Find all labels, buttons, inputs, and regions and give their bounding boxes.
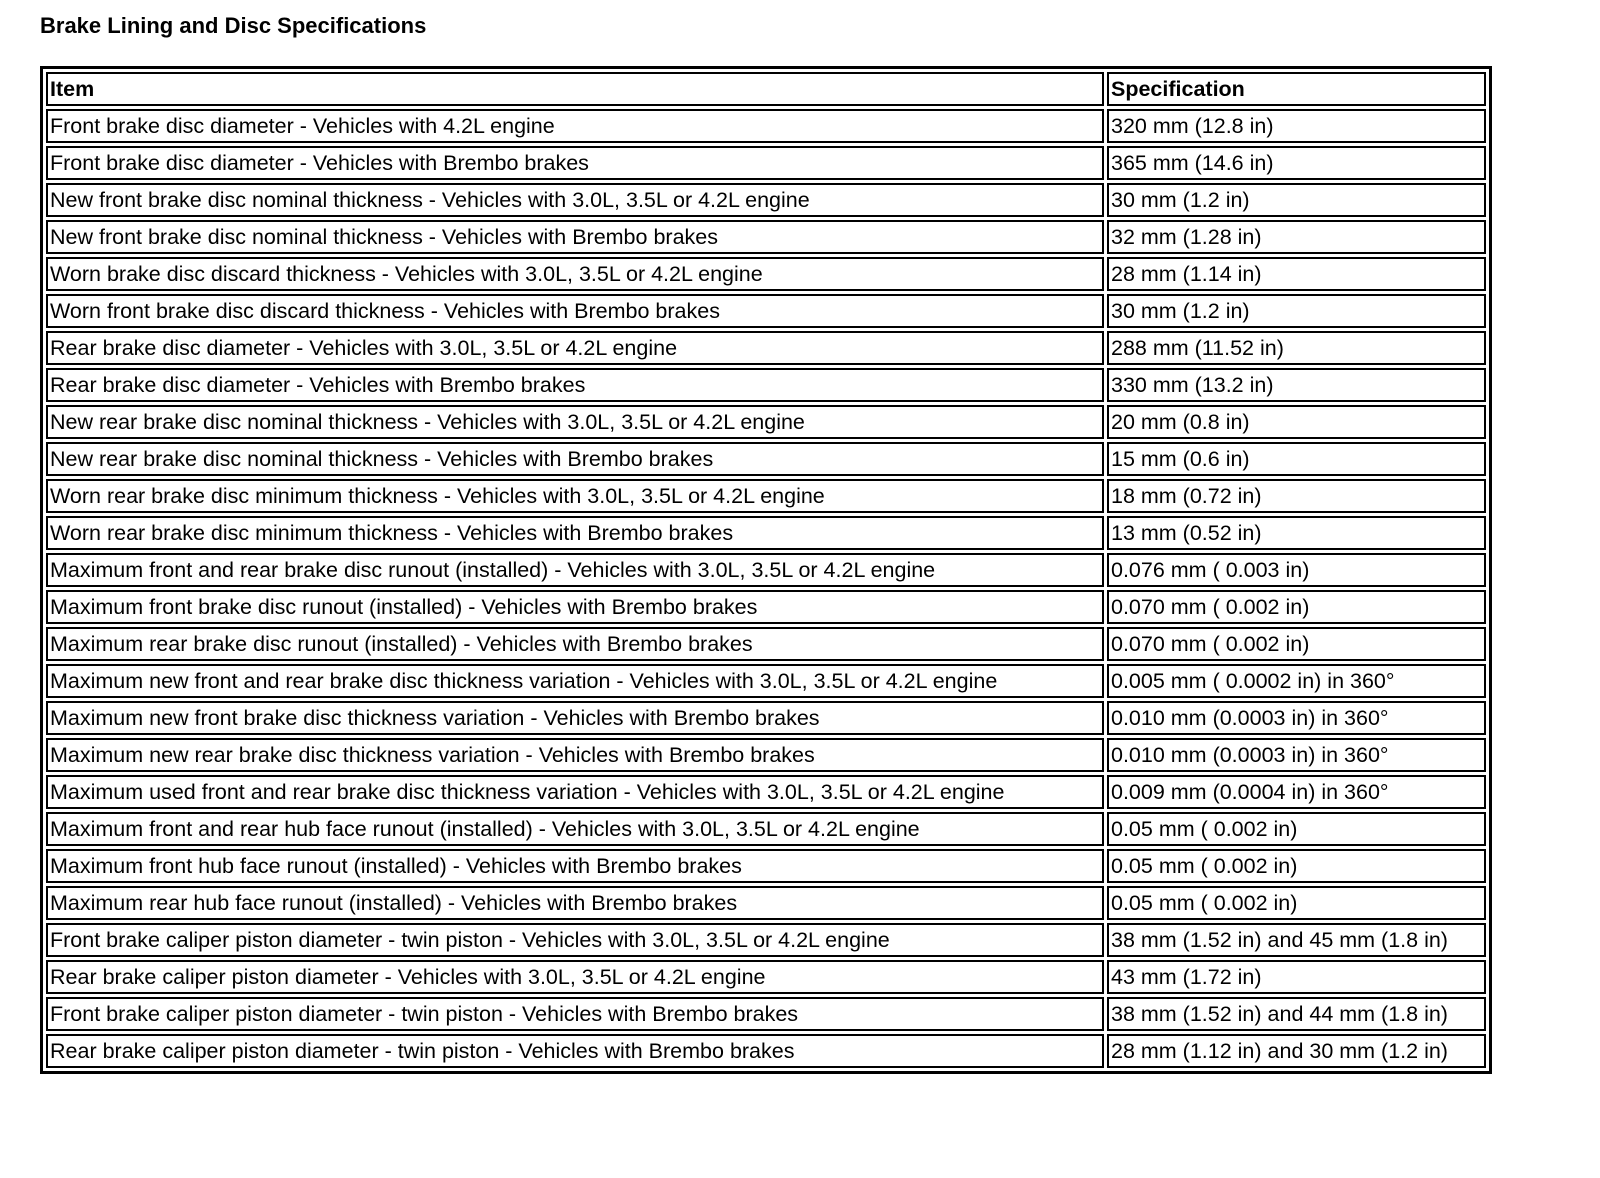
table-row bbox=[46, 627, 1486, 661]
item-cell: New rear brake disc nominal thickness - Vehicles with 3.0L, 3.5L or 4.2L engine bbox=[46, 405, 1104, 439]
table-row bbox=[46, 812, 1486, 846]
item-cell: Front brake caliper piston diameter - twin piston - Vehicles with 3.0L, 3.5L or 4.2L engine bbox=[46, 923, 1104, 957]
specification-cell: 28 mm (1.12 in) and 30 mm (1.2 in) bbox=[1107, 1034, 1486, 1068]
specification-cell: 13 mm (0.52 in) bbox=[1107, 516, 1486, 550]
table-row bbox=[46, 997, 1486, 1031]
specification-cell: 0.010 mm (0.0003 in) in 360° bbox=[1107, 701, 1486, 735]
item-cell: Maximum new front brake disc thickness variation - Vehicles with Brembo brakes bbox=[46, 701, 1104, 735]
specification-cell: 0.076 mm ( 0.003 in) bbox=[1107, 553, 1486, 587]
spec-table bbox=[40, 66, 1492, 1074]
table-row bbox=[46, 479, 1486, 513]
item-cell: Maximum front hub face runout (installed) - Vehicles with Brembo brakes bbox=[46, 849, 1104, 883]
table-row bbox=[46, 775, 1486, 809]
specification-cell: 30 mm (1.2 in) bbox=[1107, 183, 1486, 217]
table-row bbox=[46, 886, 1486, 920]
specification-cell: 0.05 mm ( 0.002 in) bbox=[1107, 812, 1486, 846]
specification-cell: 15 mm (0.6 in) bbox=[1107, 442, 1486, 476]
item-cell: Rear brake caliper piston diameter - Vehicles with 3.0L, 3.5L or 4.2L engine bbox=[46, 960, 1104, 994]
item-cell: Front brake caliper piston diameter - twin piston - Vehicles with Brembo brakes bbox=[46, 997, 1104, 1031]
specification-cell: 18 mm (0.72 in) bbox=[1107, 479, 1486, 513]
table-row bbox=[46, 146, 1486, 180]
header-specification: Specification bbox=[1107, 72, 1486, 106]
specification-cell: 365 mm (14.6 in) bbox=[1107, 146, 1486, 180]
table-body bbox=[46, 109, 1486, 1068]
table-row bbox=[46, 109, 1486, 143]
header-row bbox=[46, 72, 1486, 106]
table-row bbox=[46, 1034, 1486, 1068]
item-cell: Worn front brake disc discard thickness - Vehicles with Brembo brakes bbox=[46, 294, 1104, 328]
specification-cell: 38 mm (1.52 in) and 44 mm (1.8 in) bbox=[1107, 997, 1486, 1031]
specification-cell: 0.010 mm (0.0003 in) in 360° bbox=[1107, 738, 1486, 772]
specification-cell: 0.05 mm ( 0.002 in) bbox=[1107, 886, 1486, 920]
item-cell: Maximum front and rear hub face runout (installed) - Vehicles with 3.0L, 3.5L or 4.2L engine bbox=[46, 812, 1104, 846]
table-row bbox=[46, 183, 1486, 217]
item-cell: Maximum new rear brake disc thickness variation - Vehicles with Brembo brakes bbox=[46, 738, 1104, 772]
header-item: Item bbox=[46, 72, 1104, 106]
specification-cell: 0.005 mm ( 0.0002 in) in 360° bbox=[1107, 664, 1486, 698]
item-cell: Maximum new front and rear brake disc thickness variation - Vehicles with 3.0L, 3.5L or 4.2L engine bbox=[46, 664, 1104, 698]
specification-cell: 320 mm (12.8 in) bbox=[1107, 109, 1486, 143]
item-cell: Worn brake disc discard thickness - Vehicles with 3.0L, 3.5L or 4.2L engine bbox=[46, 257, 1104, 291]
item-cell: Worn rear brake disc minimum thickness - Vehicles with Brembo brakes bbox=[46, 516, 1104, 550]
specification-cell: 0.009 mm (0.0004 in) in 360° bbox=[1107, 775, 1486, 809]
table-row bbox=[46, 590, 1486, 624]
table-row bbox=[46, 220, 1486, 254]
specification-cell: 38 mm (1.52 in) and 45 mm (1.8 in) bbox=[1107, 923, 1486, 957]
item-cell: New rear brake disc nominal thickness - Vehicles with Brembo brakes bbox=[46, 442, 1104, 476]
table-row bbox=[46, 405, 1486, 439]
table-row bbox=[46, 701, 1486, 735]
item-cell: Front brake disc diameter - Vehicles with Brembo brakes bbox=[46, 146, 1104, 180]
specification-cell: 43 mm (1.72 in) bbox=[1107, 960, 1486, 994]
item-cell: Maximum rear brake disc runout (installed) - Vehicles with Brembo brakes bbox=[46, 627, 1104, 661]
table-row bbox=[46, 923, 1486, 957]
item-cell: New front brake disc nominal thickness - Vehicles with 3.0L, 3.5L or 4.2L engine bbox=[46, 183, 1104, 217]
item-cell: New front brake disc nominal thickness - Vehicles with Brembo brakes bbox=[46, 220, 1104, 254]
specification-cell: 288 mm (11.52 in) bbox=[1107, 331, 1486, 365]
item-cell: Maximum used front and rear brake disc thickness variation - Vehicles with 3.0L, 3.5L or 4.2L engine bbox=[46, 775, 1104, 809]
item-cell: Maximum front brake disc runout (installed) - Vehicles with Brembo brakes bbox=[46, 590, 1104, 624]
item-cell: Rear brake caliper piston diameter - twin piston - Vehicles with Brembo brakes bbox=[46, 1034, 1104, 1068]
item-cell: Worn rear brake disc minimum thickness - Vehicles with 3.0L, 3.5L or 4.2L engine bbox=[46, 479, 1104, 513]
table-row bbox=[46, 331, 1486, 365]
table-row bbox=[46, 516, 1486, 550]
table-row bbox=[46, 738, 1486, 772]
specification-cell: 0.070 mm ( 0.002 in) bbox=[1107, 590, 1486, 624]
specification-cell: 0.05 mm ( 0.002 in) bbox=[1107, 849, 1486, 883]
specification-cell: 0.070 mm ( 0.002 in) bbox=[1107, 627, 1486, 661]
item-cell: Rear brake disc diameter - Vehicles with Brembo brakes bbox=[46, 368, 1104, 402]
specification-cell: 30 mm (1.2 in) bbox=[1107, 294, 1486, 328]
specification-cell: 20 mm (0.8 in) bbox=[1107, 405, 1486, 439]
table-row bbox=[46, 257, 1486, 291]
table-row bbox=[46, 294, 1486, 328]
item-cell: Maximum front and rear brake disc runout (installed) - Vehicles with 3.0L, 3.5L or 4.2L engine bbox=[46, 553, 1104, 587]
page-title: Brake Lining and Disc Specifications bbox=[40, 13, 427, 38]
item-cell: Front brake disc diameter - Vehicles with 4.2L engine bbox=[46, 109, 1104, 143]
specification-cell: 32 mm (1.28 in) bbox=[1107, 220, 1486, 254]
specification-cell: 330 mm (13.2 in) bbox=[1107, 368, 1486, 402]
specification-cell: 28 mm (1.14 in) bbox=[1107, 257, 1486, 291]
item-cell: Maximum rear hub face runout (installed) - Vehicles with Brembo brakes bbox=[46, 886, 1104, 920]
table-row bbox=[46, 664, 1486, 698]
table-row bbox=[46, 442, 1486, 476]
table-row bbox=[46, 368, 1486, 402]
item-cell: Rear brake disc diameter - Vehicles with 3.0L, 3.5L or 4.2L engine bbox=[46, 331, 1104, 365]
table-row bbox=[46, 553, 1486, 587]
table-row bbox=[46, 849, 1486, 883]
table-row bbox=[46, 960, 1486, 994]
